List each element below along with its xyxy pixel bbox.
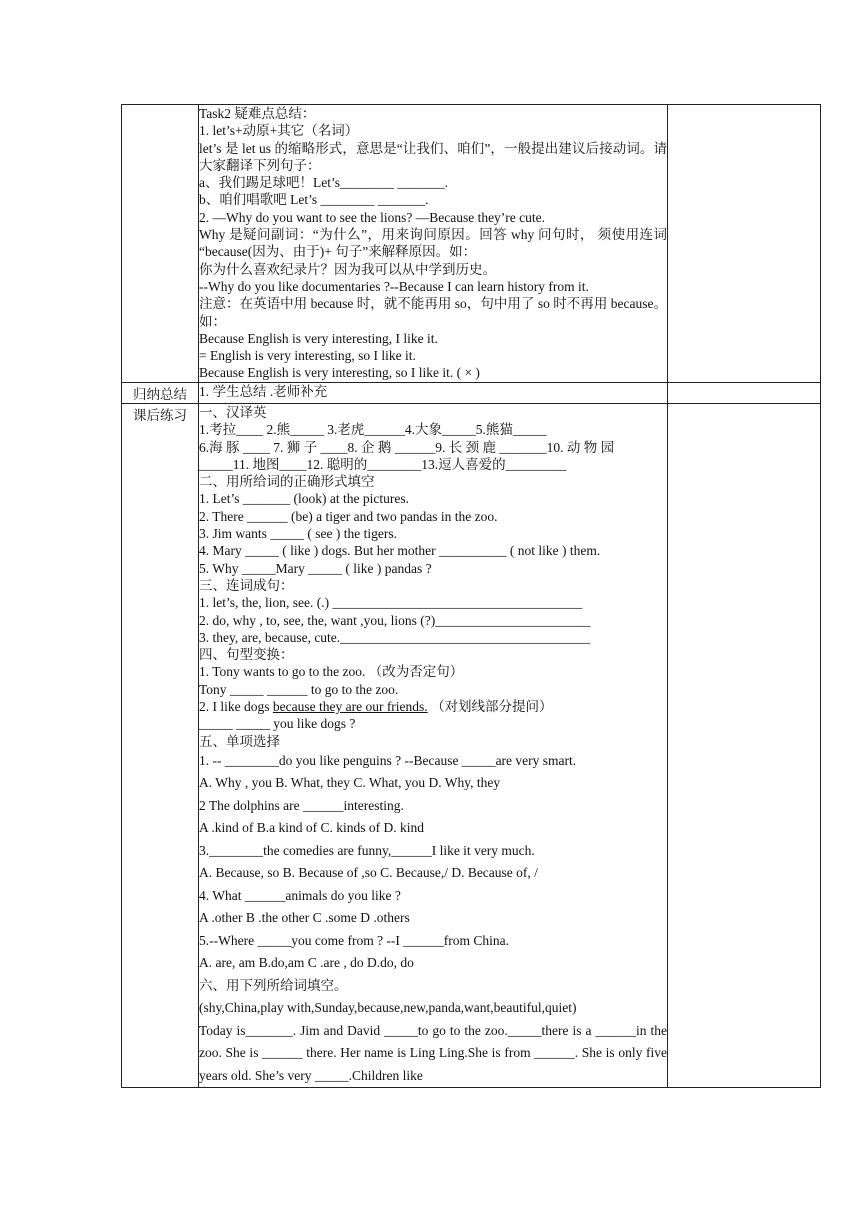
- s5-line: 4. What ______animals do you like ?: [199, 887, 401, 903]
- task2-right-cell: [668, 105, 821, 383]
- task2-translate-b: b、咱们唱歌吧 Let’s ________ _______.: [199, 192, 429, 208]
- s5-line: A .kind of B.a kind of C. kinds of D. kind: [199, 820, 424, 836]
- task2-content: [199, 105, 668, 383]
- s5-line: 1. -- ________do you like penguins ? --Because _____are very smart.: [199, 752, 577, 768]
- s1-title: 一、汉译英: [199, 405, 267, 420]
- s2-line: 1. Let’s _______ (look) at the pictures.: [199, 491, 409, 507]
- practice-content: [199, 404, 668, 1088]
- s5-line: 5.--Where _____you come from ? --I ______from China.: [199, 932, 510, 948]
- s5-title: 五、单项选择: [199, 733, 280, 749]
- lesson-table: [121, 104, 821, 1088]
- task2-lets-note: let’s 是 let us 的缩略形式，意思是“让我们、咱们”，一般提出建议后接动词。请大家翻译下列句子：: [199, 140, 667, 173]
- s6-paragraph: Today is_______. Jim and David _____to go to the zoo._____there is a ______in the zoo. She is ______ there. Her name is Ling Ling.She is from ______. She is only five years old. She’s very _____.Children like: [199, 1022, 667, 1083]
- s4-line: 1. Tony wants to go to the zoo. （改为否定句）: [199, 664, 464, 680]
- summary-row: [122, 383, 821, 404]
- task2-example-en: --Why do you like documentaries ?--Because I can learn history from it.: [199, 278, 589, 294]
- task2-why-note: Why 是疑问副词：“为什么”，用来询问原因。回答 why 问句时， 须使用连词 “because(因为、由于)+ 句子”来解释原因。如：: [199, 227, 667, 260]
- s1-line: 1.考拉____ 2.熊_____ 3.老虎______4.大象_____5.熊猫_____: [199, 422, 547, 438]
- s4-underlined-part: because they are our friends.: [272, 699, 428, 715]
- s1-line: _____11. 地图____12. 聪明的________13.逗人喜爱的_________: [199, 456, 567, 472]
- s4-line: [199, 698, 667, 715]
- summary-label: 归纳总结: [122, 383, 199, 404]
- s2-line: 4. Mary _____ ( like ) dogs. But her mother __________ ( not like ) them.: [199, 543, 601, 559]
- summary-text: [199, 383, 668, 404]
- task2-example-1: Because English is very interesting, I like it.: [199, 330, 438, 346]
- s3-line: 3. they, are, because, cute._____________________________________: [199, 629, 590, 645]
- s5-line: A .other B .the other C .some D .others: [199, 910, 410, 926]
- s3-line: 2. do, why , to, see, the, want ,you, lions (?)_______________________: [199, 612, 591, 628]
- practice-row: [122, 404, 821, 1088]
- s2-title: 二、用所给词的正确形式填空: [199, 474, 375, 490]
- summary-right-cell: [668, 383, 821, 404]
- s3-line: 1. let’s, the, lion, see. (.) _____________________________________: [199, 595, 583, 611]
- s2-line: 2. There ______ (be) a tiger and two pandas in the zoo.: [199, 508, 498, 524]
- task2-title: Task2 疑难点总结：: [199, 106, 316, 121]
- s4-line: Tony _____ ______ to go to the zoo.: [199, 681, 399, 697]
- task2-because-note: 注意：在英语中用 because 时，就不能再用 so，句中用了 so 时不再用 because。如：: [199, 296, 667, 329]
- s6-title: 六、用下列所给词填空。: [199, 977, 348, 993]
- s4-line3-post: （对划线部分提问）: [427, 699, 553, 715]
- task2-point2: 2. —Why do you want to see the lions? —Because they’re cute.: [199, 209, 546, 225]
- s5-line: 2 The dolphins are ______interesting.: [199, 797, 404, 813]
- summary-line: 1. 学生总结 .老师补充: [199, 384, 328, 399]
- task2-example-wrong: Because English is very interesting, so I like it. ( × ): [199, 365, 480, 381]
- practice-label: 课后练习: [122, 404, 199, 1088]
- task2-label-cell: [122, 105, 199, 383]
- s6-word-list: (shy,China,play with,Sunday,because,new,panda,want,beautiful,quiet): [199, 1000, 577, 1016]
- s2-line: 3. Jim wants _____ ( see ) the tigers.: [199, 526, 397, 542]
- s4-line3-pre: 2. I like dogs: [199, 699, 273, 715]
- task2-translate-a: a、我们踢足球吧！Let’s________ _______.: [199, 175, 448, 191]
- s1-line: 6.海 豚 ____ 7. 狮 子 ____8. 企 鹅 ______9. 长 颈 鹿 _______10. 动 物 园: [199, 439, 615, 455]
- task2-example-cn: 你为什么喜欢纪录片？因为我可以从中学到历史。: [199, 261, 496, 277]
- s5-line: A. Because, so B. Because of ,so C. Because,/ D. Because of, /: [199, 865, 538, 881]
- task2-row: [122, 105, 821, 383]
- s4-title: 四、句型变换：: [199, 647, 294, 663]
- s5-line: A. Why , you B. What, they C. What, you D. Why, they: [199, 775, 501, 791]
- s2-line: 5. Why _____Mary _____ ( like ) pandas ?: [199, 560, 432, 576]
- practice-right-cell: [668, 404, 821, 1088]
- s5-line: A. are, am B.do,am C .are , do D.do, do: [199, 955, 414, 971]
- task2-example-2: = English is very interesting, so I like it.: [199, 348, 416, 364]
- s4-line: _____ _____ you like dogs ?: [199, 716, 356, 732]
- s3-title: 三、连词成句：: [199, 577, 294, 593]
- task2-point1: 1. let’s+动原+其它（名词）: [199, 123, 359, 139]
- s5-line: 3.________the comedies are funny,______I like it very much.: [199, 842, 535, 858]
